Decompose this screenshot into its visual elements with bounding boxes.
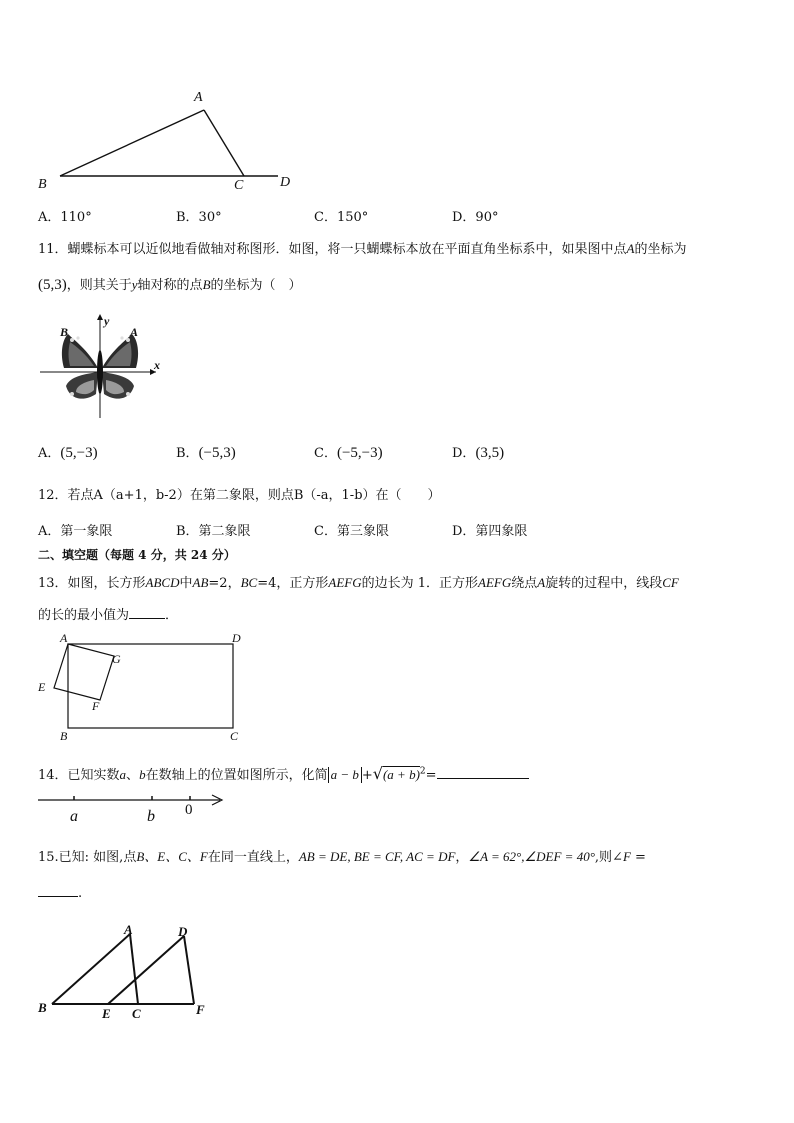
q12-option-b[interactable]: B．第二象限 — [176, 524, 251, 539]
q12-option-c[interactable]: C．第三象限 — [314, 524, 389, 539]
figure-q10-triangle — [30, 90, 310, 200]
label-q15-D: D — [178, 924, 188, 939]
q11-axis-y: y — [131, 277, 138, 292]
label-q14-a: a — [70, 808, 78, 825]
q12-option-d[interactable]: D．第四象限 — [452, 524, 528, 539]
label-q14-b: b — [147, 808, 155, 825]
label-q15-A: A — [124, 922, 133, 937]
label-q13-D: D — [232, 631, 241, 645]
q15-answer-blank[interactable] — [38, 884, 78, 897]
label-q10-B: B — [38, 177, 47, 192]
figure-q11-butterfly — [38, 310, 168, 420]
q11-point-b: B — [202, 277, 211, 292]
q11-line2-a: ，则其关于 — [66, 278, 132, 293]
q12-option-a[interactable]: A．第一象限 — [38, 524, 113, 539]
q11-text-line1 — [38, 238, 687, 257]
q13-text-line1: 13．如图，长方形ABCD中AB=2，BC=4，正方形AEFG的边长为 1．正方形AEFG绕点A旋转的过程中，线段CF — [38, 575, 679, 591]
q10-option-c[interactable]: C．150° — [314, 210, 369, 225]
q15-text-line2: . — [38, 884, 82, 901]
label-q13-F: F — [92, 699, 100, 713]
q11-option-c[interactable]: C．(−5,−3) — [314, 445, 383, 461]
q12-text: 12．若点A（a+1，b-2）在第二象限，则点B（-a，1-b）在（ ） — [38, 488, 441, 503]
label-q10-C: C — [234, 178, 244, 193]
label-q13-A: A — [60, 631, 68, 645]
label-q11-B: B — [60, 325, 69, 339]
q15-text-line1: 15.已知: 如图,点B、E、C、F在同一直线上，AB = DE, BE = CF, AC = DF，∠A = 62°,∠DEF = 40°,则∠F = — [38, 849, 646, 865]
q14-text: 14．已知实数a、b在数轴上的位置如图所示，化简 $a - b +√(a + b)^2=$ — [38, 764, 529, 783]
q10-option-d[interactable]: D．90° — [452, 210, 499, 225]
label-q13-B: B — [60, 729, 68, 743]
section-title-fill-in: 二、填空题（每题 4 分，共 24 分） — [38, 548, 236, 562]
label-q11-x: x — [154, 358, 160, 372]
q11-line1: 11．蝴蝶标本可以近似地看做轴对称图形．如图，将一只蝴蝶标本放在平面直角坐标系中，如果图中点 — [38, 242, 627, 257]
q10-option-a[interactable]: A．110° — [38, 210, 92, 225]
q11-coord: (5,3) — [38, 277, 67, 293]
q11-text-line2 — [38, 274, 302, 294]
figure-q14-numberline — [36, 790, 236, 820]
label-q14-zero: 0 — [185, 802, 193, 818]
q14-answer-blank[interactable] — [437, 766, 529, 779]
label-q11-A: A — [130, 325, 139, 339]
q10-option-b[interactable]: B．30° — [176, 210, 222, 225]
q11-option-a[interactable]: A．(5,−3) — [38, 445, 98, 461]
label-q13-E: E — [38, 680, 46, 694]
q11-point-a: A — [626, 241, 635, 256]
q13-text-line2: 的长的最小值为 ． — [38, 608, 179, 623]
label-q10-A: A — [194, 90, 203, 105]
label-q15-C: C — [132, 1006, 141, 1021]
label-q15-B: B — [38, 1000, 47, 1015]
label-q15-F: F — [196, 1002, 205, 1017]
label-q13-C: C — [230, 729, 239, 743]
q11-line1-end: 的坐标为 — [634, 242, 687, 257]
label-q15-E: E — [102, 1006, 111, 1021]
q11-line2-b: 轴对称的点 — [137, 278, 203, 293]
figure-q13-rectangle — [40, 630, 250, 740]
q11-option-d[interactable]: D．(3,5) — [452, 445, 505, 461]
label-q13-G: G — [112, 652, 121, 666]
label-q11-y: y — [104, 314, 110, 328]
q11-line2-c: 的坐标为（ ） — [210, 278, 302, 293]
q13-answer-blank[interactable] — [129, 606, 165, 619]
q11-option-b[interactable]: B．(−5,3) — [176, 445, 236, 461]
label-q10-D: D — [280, 175, 291, 190]
